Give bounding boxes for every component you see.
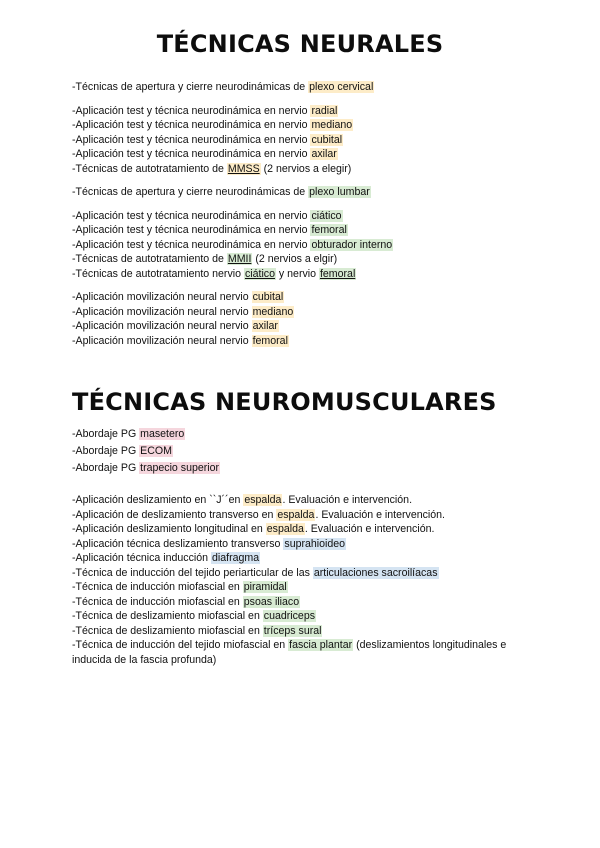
highlight: radial: [311, 104, 338, 117]
highlight: ECOM: [140, 445, 172, 457]
item-text: -Aplicación test y técnica neurodinámica en nervio: [72, 224, 311, 236]
item-text: -Técnicas de apertura y cierre neurodinámicas de: [72, 81, 309, 93]
highlight: mediano: [311, 119, 353, 131]
list-item: [72, 508, 542, 523]
list-item: [72, 185, 542, 200]
item-text: -Técnicas de autotratamiento de: [72, 253, 227, 265]
item-text: -Aplicación test y técnica neurodinámica en nervio: [72, 209, 311, 222]
item-text: (2 nervios a elegir): [260, 162, 352, 175]
item-text: -Aplicación movilización neural nervio: [72, 320, 252, 332]
item-text: -Técnicas de apertura y cierre neurodinámicas de: [72, 186, 309, 198]
list-item: [72, 104, 542, 119]
item-text: . Evaluación e intervención.: [282, 494, 413, 506]
item-text: y nervio: [275, 267, 319, 280]
list-item: [72, 305, 542, 320]
list-item: [72, 443, 542, 460]
highlight: cuadriceps: [263, 610, 316, 622]
item-text: (2 nervios a elgir): [252, 253, 338, 265]
list-item: [72, 252, 542, 267]
item-text: (deslizamientos longitudinales e inducida de la fascia profunda): [72, 639, 507, 666]
highlight: trapecio superior: [140, 462, 220, 474]
neurales-section: [72, 80, 542, 348]
item-text: -Aplicación test y técnica neurodinámica en nervio: [72, 104, 311, 117]
highlight: piramidal: [243, 581, 287, 593]
item-text: -Aplicación test y técnica neurodinámica en nervio: [72, 238, 311, 251]
list-item: [72, 118, 542, 133]
highlight: articulaciones sacroilíacas: [313, 566, 438, 579]
highlight: espalda: [266, 523, 304, 535]
list-item: [72, 238, 542, 253]
title-tecnicas-neuromusculares: TÉCNICAS NEUROMUSCULARES: [72, 388, 497, 416]
list-item: [72, 551, 542, 566]
item-text: . Evaluación e intervención.: [304, 523, 435, 535]
title-tecnicas-neurales: TÉCNICAS NEURALES: [156, 30, 444, 58]
neuromusculares-section: [72, 493, 542, 667]
pg-section: [72, 426, 542, 477]
list-item: [72, 624, 542, 639]
highlight-underlined: ciático: [244, 267, 275, 280]
highlight: cubital: [311, 133, 343, 146]
item-text: -Técnicas de autotratamiento de: [72, 162, 227, 175]
highlight: axilar: [311, 148, 337, 160]
highlight-underlined: MMII: [227, 253, 252, 265]
item-text: -Aplicación técnica inducción: [72, 552, 211, 564]
list-item: [72, 209, 542, 224]
highlight: diafragma: [211, 552, 260, 564]
item-text: -Técnica de inducción miofascial en: [72, 595, 243, 608]
item-text: -Técnica de inducción del tejido miofascial en: [72, 639, 289, 651]
list-item: [72, 267, 542, 282]
highlight: psoas iliaco: [243, 595, 300, 608]
item-text: -Aplicación test y técnica neurodinámica en nervio: [72, 119, 311, 131]
list-item: [72, 133, 542, 148]
list-item: [72, 566, 542, 581]
list-item: [72, 537, 542, 552]
list-item: [72, 609, 542, 624]
item-text: -Abordaje PG: [72, 462, 140, 474]
list-item: [72, 595, 542, 610]
list-item: [72, 580, 542, 595]
item-text: -Aplicación técnica deslizamiento transverso: [72, 537, 284, 550]
list-item: [72, 290, 542, 305]
list-item: [72, 80, 542, 95]
list-item: [72, 493, 542, 508]
item-text: -Aplicación test y técnica neurodinámica en nervio: [72, 133, 311, 146]
item-text: -Aplicación movilización neural nervio: [72, 334, 252, 347]
item-text: -Técnica de deslizamiento miofascial en: [72, 610, 263, 622]
item-text: . Evaluación e intervención.: [315, 508, 445, 521]
highlight: plexo lumbar: [309, 186, 370, 198]
item-text: -Aplicación test y técnica neurodinámica en nervio: [72, 148, 311, 160]
list-item: [72, 426, 542, 443]
highlight: masetero: [140, 428, 185, 440]
list-item: [72, 638, 532, 667]
highlight: axilar: [252, 320, 278, 332]
item-text: -Aplicación movilización neural nervio: [72, 291, 252, 303]
item-text: -Técnica de inducción del tejido periarticular de las: [72, 566, 313, 579]
highlight: espalda: [277, 508, 315, 521]
list-item: [72, 460, 542, 477]
highlight: tríceps sural: [263, 624, 322, 637]
list-item: [72, 147, 542, 162]
item-text: -Técnicas de autotratamiento nervio: [72, 267, 244, 280]
highlight: ciático: [311, 209, 342, 222]
list-item: [72, 334, 542, 349]
highlight: cubital: [252, 291, 284, 303]
highlight-underlined: MMSS: [227, 162, 260, 175]
item-text: -Técnica de inducción miofascial en: [72, 581, 243, 593]
item-text: -Aplicación de deslizamiento transverso en: [72, 508, 277, 521]
list-item: [72, 162, 542, 177]
highlight: suprahioideo: [284, 537, 346, 550]
item-text: -Aplicación movilización neural nervio: [72, 305, 252, 318]
list-item: [72, 223, 542, 238]
item-text: -Abordaje PG: [72, 428, 140, 440]
highlight: plexo cervical: [309, 81, 374, 93]
highlight: femoral: [252, 334, 288, 347]
item-text: -Abordaje PG: [72, 445, 140, 457]
item-text: -Aplicación deslizamiento en ``J´´en: [72, 494, 244, 506]
highlight: fascia plantar: [289, 639, 353, 651]
list-item: [72, 319, 542, 334]
highlight: mediano: [252, 305, 294, 318]
highlight-underlined: femoral: [319, 267, 356, 280]
list-item: [72, 522, 542, 537]
highlight: espalda: [244, 494, 282, 506]
highlight: obturador interno: [311, 238, 393, 251]
item-text: -Aplicación deslizamiento longitudinal en: [72, 523, 266, 535]
highlight: femoral: [311, 224, 347, 236]
item-text: -Técnica de deslizamiento miofascial en: [72, 624, 263, 637]
